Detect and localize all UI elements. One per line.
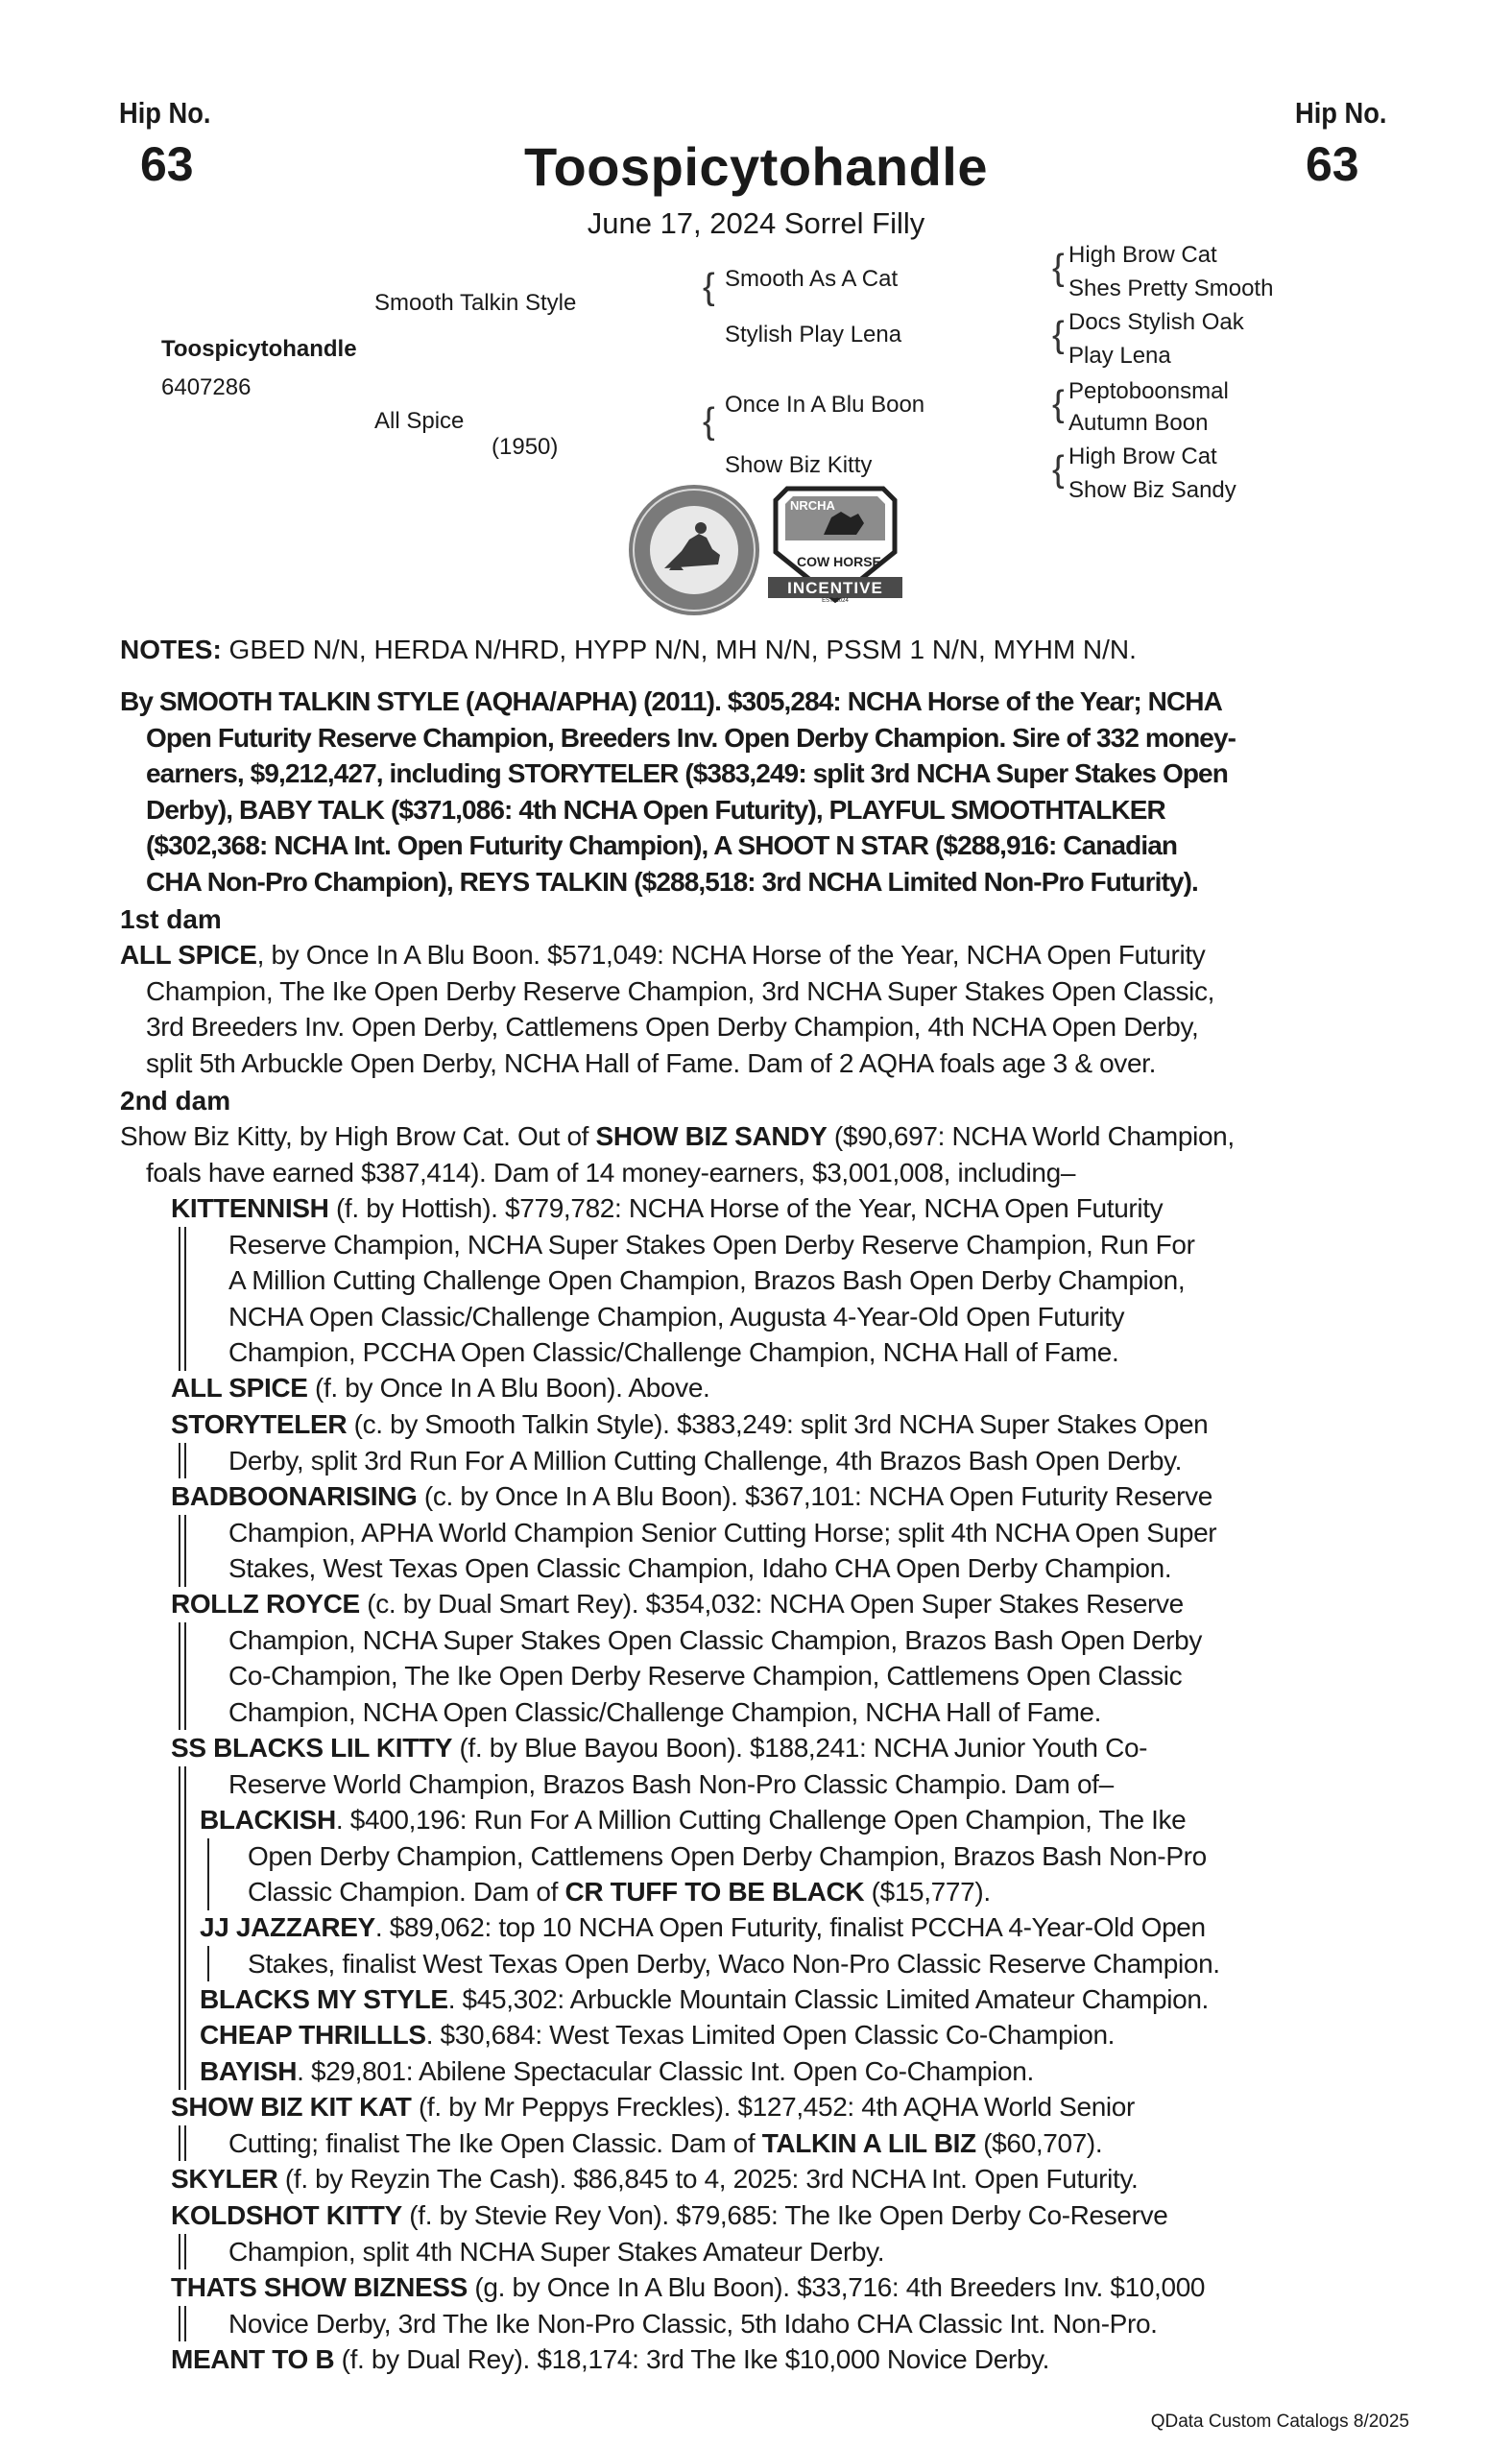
produce-name: CHEAP THRILLLS	[200, 2020, 426, 2050]
produce-name: BLACKISH	[200, 1805, 336, 1835]
hip-number-left: 63	[140, 137, 194, 191]
ncha-seal-graphic	[626, 482, 762, 618]
produce-text: Champion, NCHA Super Stakes Open Classic Champion, Brazos Bash Open Derby	[228, 1624, 1203, 1655]
first-dam-line: Champion, The Ike Open Derby Reserve Champion, 3rd NCHA Super Stakes Open Classic,	[146, 975, 1215, 1006]
second-dam-text: ($90,697: NCHA World Champion,	[827, 1121, 1235, 1151]
produce-text: . $89,062: top 10 NCHA Open Futurity, finalist PCCHA 4-Year-Old Open	[374, 1912, 1206, 1942]
second-dam-text: Show Biz Kitty, by High Brow Cat. Out of	[120, 1121, 596, 1151]
produce-text: (f. by Dual Rey). $18,174: 3rd The Ike $10,000 Novice Derby.	[334, 2344, 1050, 2374]
produce-entry-storyteler	[171, 1406, 1419, 1478]
sire-line: Derby), BABY TALK ($371,086: 4th NCHA Open Futurity), PLAYFUL SMOOTHTALKER	[146, 794, 1165, 825]
produce-text: Reserve Champion, NCHA Super Stakes Open Derby Reserve Champion, Run For	[228, 1229, 1195, 1260]
produce-text: Reserve World Champion, Brazos Bash Non-Pro Classic Champio. Dam of–	[228, 1768, 1114, 1799]
produce-text: Stakes, West Texas Open Classic Champion, Idaho CHA Open Derby Champion.	[228, 1553, 1172, 1583]
foaling-info: June 17, 2024 Sorrel Filly	[587, 206, 925, 240]
notes-text: GBED N/N, HERDA N/HRD, HYPP N/N, MH N/N, PSSM 1 N/N, MYHM N/N.	[221, 635, 1137, 664]
genetic-notes	[120, 635, 1137, 665]
pedigree-g8: Show Biz Sandy	[1068, 477, 1236, 503]
nrcha-logo-top-text: NRCHA	[790, 498, 835, 513]
pedigree-dam-sire: Once In A Blu Boon	[725, 392, 925, 418]
produce-bar	[179, 1658, 186, 1694]
produce-entry-blackish	[200, 1802, 1448, 1910]
produce-text: Stakes, finalist West Texas Open Derby, Waco Non-Pro Classic Reserve Champion.	[248, 1948, 1220, 1979]
produce-text: (c. by Dual Smart Rey). $354,032: NCHA Open Super Stakes Reserve	[359, 1589, 1184, 1619]
produce-bar	[179, 2234, 186, 2270]
pedigree-sire-sire: Smooth As A Cat	[725, 266, 899, 292]
pedigree-g4: Play Lena	[1068, 343, 1171, 369]
catalog-footer: QData Custom Catalogs 8/2025	[1150, 2412, 1409, 2432]
produce-name: CR TUFF TO BE BLACK	[564, 1877, 865, 1907]
produce-name: ROLLZ ROYCE	[171, 1589, 360, 1619]
produce-bar	[207, 1946, 209, 1982]
sire-line: By SMOOTH TALKIN STYLE (AQHA/APHA) (2011). $305,284: NCHA Horse of the Year; NCHA	[120, 686, 1222, 716]
pedigree-subject-name: Toospicytohandle	[161, 336, 357, 362]
pedigree-g3: Docs Stylish Oak	[1068, 309, 1244, 335]
produce-name: MEANT TO B	[171, 2344, 335, 2374]
produce-text: (f. by Mr Peppys Freckles). $127,452: 4th AQHA World Senior	[411, 2092, 1136, 2122]
produce-text: Open Derby Champion, Cattlemens Open Derby Champion, Brazos Bash Non-Pro	[248, 1840, 1207, 1871]
first-dam-line	[120, 937, 1411, 973]
second-dam-dam-name: SHOW BIZ SANDY	[595, 1121, 828, 1151]
pedigree-dam: All Spice	[374, 408, 465, 434]
produce-entry-badboonarising	[171, 1478, 1419, 1587]
brace-g5: {	[1052, 384, 1065, 424]
second-dam-line	[120, 1118, 1411, 1155]
nrcha-logo-est-text: EST. 2024	[822, 598, 849, 604]
produce-text: . $29,801: Abilene Spectacular Classic Int. Open Co-Champion.	[297, 2056, 1034, 2086]
nrcha-cow-horse-incentive-logo	[768, 485, 902, 605]
pedigree-g2: Shes Pretty Smooth	[1068, 276, 1274, 301]
produce-entry-skyler	[171, 2161, 1419, 2197]
produce-entry-bayish	[200, 2053, 1448, 2090]
produce-text: Cutting; finalist The Ike Open Classic. Dam of	[228, 2127, 762, 2158]
brace-g7: {	[1052, 449, 1065, 490]
produce-text: (g. by Once In A Blu Boon). $33,716: 4th Breeders Inv. $10,000	[467, 2272, 1206, 2302]
produce-name: ALL SPICE	[171, 1373, 308, 1403]
produce-name: BADBOONARISING	[171, 1481, 418, 1511]
hip-number-right: 63	[1306, 137, 1359, 191]
produce-text: ($15,777).	[864, 1877, 991, 1907]
produce-bar	[179, 1227, 186, 1263]
produce-entry-thats-show-bizness	[171, 2269, 1419, 2341]
produce-entry-blacks-my-style	[200, 1981, 1448, 2018]
produce-text: Champion, PCCHA Open Classic/Challenge Champion, NCHA Hall of Fame.	[228, 1337, 1119, 1367]
first-dam-heading: 1st dam	[120, 904, 222, 934]
produce-entry-kittennish	[171, 1190, 1419, 1371]
produce-text: Champion, APHA World Champion Senior Cutting Horse; split 4th NCHA Open Super	[228, 1517, 1217, 1548]
first-dam-text: , by Once In A Blu Boon. $571,049: NCHA Horse of the Year, NCHA Open Futurity	[256, 940, 1206, 970]
produce-text: (c. by Once In A Blu Boon). $367,101: NCHA Open Futurity Reserve	[417, 1481, 1213, 1511]
ss-blacks-produce-bar	[179, 1802, 186, 2090]
produce-entry-rollz-royce	[171, 1586, 1419, 1730]
produce-name: TALKIN A LIL BIZ	[761, 2127, 976, 2158]
brace-sire: {	[703, 267, 715, 307]
produce-text: (f. by Hottish). $779,782: NCHA Horse of the Year, NCHA Open Futurity	[328, 1193, 1164, 1223]
brace-g3: {	[1052, 315, 1065, 355]
first-dam-line: 3rd Breeders Inv. Open Derby, Cattlemens Open Derby Champion, 4th NCHA Open Derby,	[146, 1012, 1199, 1042]
produce-bar	[179, 1334, 186, 1371]
produce-bar	[179, 2306, 186, 2342]
produce-text: Champion, NCHA Open Classic/Challenge Champion, NCHA Hall of Fame.	[228, 1696, 1102, 1727]
produce-text: Derby, split 3rd Run For A Million Cutting Challenge, 4th Brazos Bash Open Derby.	[228, 1445, 1183, 1476]
sire-line: earners, $9,212,427, including STORYTELER ($383,249: split 3rd NCHA Super Stakes Open	[146, 758, 1228, 788]
first-dam-name: ALL SPICE	[120, 940, 257, 970]
produce-bar	[179, 1622, 186, 1659]
sire-paragraph	[120, 684, 1411, 900]
produce-text: A Million Cutting Challenge Open Champion, Brazos Bash Open Derby Champion,	[228, 1265, 1186, 1295]
hip-label-right: Hip No.	[1295, 96, 1387, 130]
pedigree-dam-note: (1950)	[492, 434, 559, 460]
produce-text: (f. by Reyzin The Cash). $86,845 to 4, 2025: 3rd NCHA Int. Open Futurity.	[277, 2164, 1139, 2194]
produce-text: ($60,707).	[975, 2127, 1103, 2158]
produce-name: SKYLER	[171, 2164, 278, 2194]
produce-text: NCHA Open Classic/Challenge Champion, Augusta 4-Year-Old Open Futurity	[228, 1301, 1125, 1332]
produce-text: Classic Champion. Dam of	[248, 1877, 565, 1907]
produce-text: (f. by Once In A Blu Boon). Above.	[307, 1373, 710, 1403]
produce-bar	[207, 1874, 209, 1910]
first-dam-line: split 5th Arbuckle Open Derby, NCHA Hall of Fame. Dam of 2 AQHA foals age 3 & over.	[146, 1047, 1157, 1078]
produce-entry-jj-jazzarey	[200, 1909, 1448, 1981]
produce-text: (f. by Stevie Rey Von). $79,685: The Ike Open Derby Co-Reserve	[401, 2200, 1168, 2230]
notes-label: NOTES:	[120, 635, 222, 664]
produce-name: BAYISH	[200, 2056, 298, 2086]
pedigree-g5: Peptoboonsmal	[1068, 378, 1229, 404]
ncha-logo	[626, 482, 762, 618]
produce-text: (f. by Blue Bayou Boon). $188,241: NCHA Junior Youth Co-	[452, 1733, 1148, 1763]
produce-bar	[179, 1299, 186, 1335]
hip-label-left: Hip No.	[119, 96, 211, 130]
produce-text: . $45,302: Arbuckle Mountain Classic Limited Amateur Champion.	[447, 1984, 1209, 2014]
produce-bar	[179, 1550, 186, 1587]
second-dam-heading: 2nd dam	[120, 1086, 231, 1116]
produce-name: BLACKS MY STYLE	[200, 1984, 448, 2014]
produce-text: . $30,684: West Texas Limited Open Classic Co-Champion.	[425, 2020, 1116, 2050]
brace-dam: {	[703, 401, 715, 442]
pedigree-subject-number: 6407286	[161, 374, 252, 400]
second-dam-line: foals have earned $387,414). Dam of 14 money-earners, $3,001,008, including–	[146, 1157, 1076, 1188]
produce-bar	[179, 2125, 186, 2162]
horse-name-title: Toospicytohandle	[524, 136, 988, 197]
produce-text: . $400,196: Run For A Million Cutting Challenge Open Champion, The Ike	[335, 1805, 1187, 1835]
brace-g1: {	[1052, 248, 1065, 288]
produce-bar	[179, 1515, 186, 1551]
produce-name: KOLDSHOT KITTY	[171, 2200, 402, 2230]
pedigree-dam-dam: Show Biz Kitty	[725, 452, 873, 478]
produce-name: JJ JAZZAREY	[200, 1912, 375, 1942]
first-dam-paragraph	[120, 937, 1411, 1081]
produce-name: THATS SHOW BIZNESS	[171, 2272, 468, 2302]
produce-entry-cheap-thrills	[200, 2017, 1448, 2053]
sire-line: CHA Non-Pro Champion), REYS TALKIN ($288,518: 3rd NCHA Limited Non-Pro Futurity).	[146, 866, 1198, 897]
produce-bar	[179, 1262, 186, 1299]
produce-name: KITTENNISH	[171, 1193, 329, 1223]
pedigree-sire-dam: Stylish Play Lena	[725, 322, 902, 348]
produce-text: (c. by Smooth Talkin Style). $383,249: split 3rd NCHA Super Stakes Open	[347, 1409, 1209, 1439]
produce-text: Novice Derby, 3rd The Ike Non-Pro Classic, 5th Idaho CHA Classic Int. Non-Pro.	[228, 2308, 1158, 2339]
produce-bar	[179, 1766, 186, 1803]
nrcha-logo-mid-text: COW HORSE	[797, 554, 881, 569]
produce-bar	[179, 1443, 186, 1479]
produce-entry-koldshot-kitty	[171, 2197, 1419, 2269]
produce-entry-all-spice	[171, 1370, 1419, 1406]
produce-entry-ss-blacks-lil-kitty	[171, 1730, 1419, 1802]
produce-name: SS BLACKS LIL KITTY	[171, 1733, 453, 1763]
sire-line: Open Futurity Reserve Champion, Breeders Inv. Open Derby Champion. Sire of 332 money-	[146, 722, 1236, 753]
pedigree-g7: High Brow Cat	[1068, 444, 1217, 469]
second-dam-paragraph	[120, 1118, 1411, 1190]
pedigree-g1: High Brow Cat	[1068, 242, 1217, 268]
pedigree-g6: Autumn Boon	[1068, 410, 1209, 436]
produce-bar	[179, 1694, 186, 1731]
produce-name: SHOW BIZ KIT KAT	[171, 2092, 412, 2122]
pedigree-sire: Smooth Talkin Style	[374, 290, 577, 316]
produce-bar	[207, 1838, 209, 1875]
produce-entry-meant-to-b	[171, 2341, 1419, 2378]
produce-name: STORYTELER	[171, 1409, 348, 1439]
sire-line: ($302,368: NCHA Int. Open Futurity Champion), A SHOOT N STAR ($288,916: Canadian	[146, 830, 1178, 860]
produce-text: Co-Champion, The Ike Open Derby Reserve Champion, Cattlemens Open Classic	[228, 1661, 1183, 1691]
produce-text: Champion, split 4th NCHA Super Stakes Amateur Derby.	[228, 2236, 885, 2267]
produce-entry-show-biz-kit-kat	[171, 2089, 1419, 2161]
nrcha-logo-band-text: INCENTIVE	[787, 579, 883, 597]
